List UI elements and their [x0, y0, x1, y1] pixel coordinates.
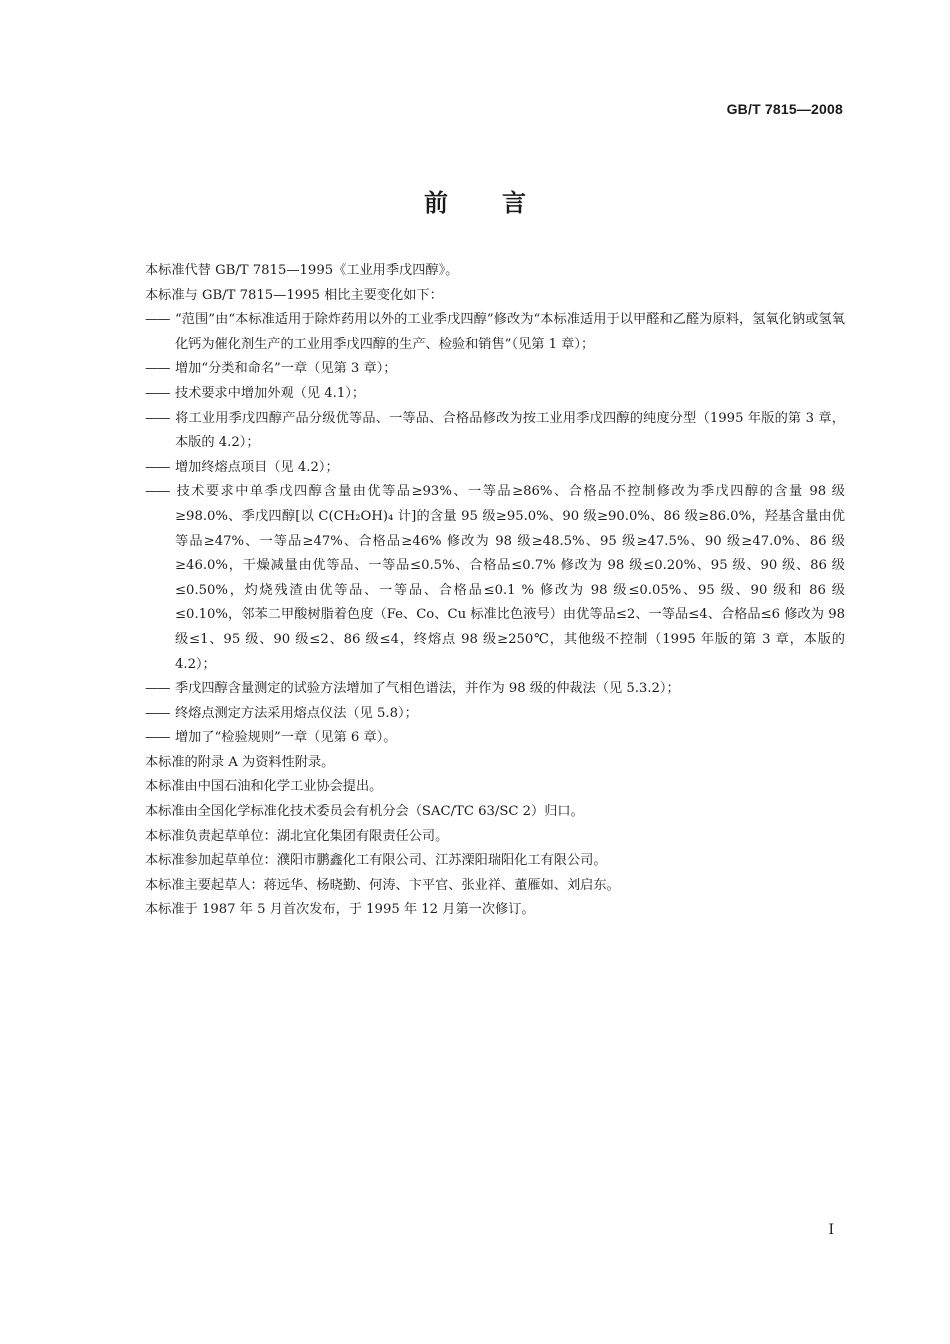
dash-marker: —— — [145, 459, 170, 475]
paragraph-drafting-unit: 本标准负责起草单位：湖北宜化集团有限责任公司。 — [145, 828, 449, 844]
list-item: —— 终熔点测定方法采用熔点仪法（见 5.8）； — [145, 702, 845, 727]
list-item: —— 技术要求中单季戊四醇含量由优等品≥93%、一等品≥86%、合格品不控制修改为季戊四醇的含量 98 级≥98.0%、季戊四醇[以 C(CH₂OH)₄ 计]的含量 95 级≥95.0%、90 级≥90.0%、86 级≥86.0%，羟基含量由优等品≥47%、一等品≥47%、合格品≥46% 修改为 98 级≥48.5%、95 级≥47.5%、90 级≥47.0%、86 级≥46.0%，干燥减量由优等品、一等品≤0.5%、合格品≤0.7% 修改为 98 级≤0.20%、95 级、90 级、86 级≤0.50%，灼烧残渣由优等品、一等品、合格品≤0.1 % 修改为 98 级≤0.05%、95 级、90 级和 86 级≤0.10%，邻苯二甲酸树脂着色度（Fe、Co、Cu 标准比色液号）由优等品≤2、一等品≤4、合格品≤6 修改为 98 级≤1、95 级、90 级≤2、86 级≤4，终熔点 98 级≥250℃，其他级不控制（1995 年版的第 3 章，本版的 4.2）； — [145, 480, 845, 677]
list-item: —— 增加终熔点项目（见 4.2）； — [145, 456, 845, 481]
paragraph-participating-units: 本标准参加起草单位：濮阳市鹏鑫化工有限公司、江苏溧阳瑞阳化工有限公司。 — [145, 853, 607, 869]
dash-marker: —— — [145, 385, 170, 401]
dash-marker: —— — [145, 312, 170, 328]
dash-marker: —— — [145, 361, 170, 377]
paragraph-committee: 本标准由全国化学标准化技术委员会有机分会（SAC/TC 63/SC 2）归口。 — [145, 804, 584, 820]
dash-marker: —— — [145, 410, 170, 426]
list-item: —— 增加“分类和命名”一章（见第 3 章）； — [145, 357, 845, 382]
paragraph-proposer: 本标准由中国石油和化学工业协会提出。 — [145, 779, 383, 795]
list-item: —— 技术要求中增加外观（见 4.1）； — [145, 382, 845, 407]
paragraph-drafters: 本标准主要起草人：蒋远华、杨晓勤、何涛、卞平官、张业祥、董雁如、刘启东。 — [145, 877, 620, 893]
foreword-body — [145, 259, 845, 923]
page-title: 前言 — [424, 189, 580, 217]
standard-number: GB/T 7815—2008 — [726, 101, 843, 117]
list-item: —— 将工业用季戊四醇产品分级优等品、一等品、合格品修改为按工业用季戊四醇的纯度分型（1995 年版的第 3 章，本版的 4.2）； — [145, 407, 845, 456]
page-number: I — [828, 1222, 834, 1238]
dash-marker: —— — [145, 705, 170, 721]
changes-list — [145, 308, 845, 751]
list-item: —— 季戊四醇含量测定的试验方法增加了气相色谱法，并作为 98 级的仲裁法（见 5.3.2）； — [145, 677, 845, 702]
list-item: —— “范围”由“本标准适用于除炸药用以外的工业季戊四醇”修改为“本标准适用于以甲醛和乙醛为原料，氢氧化钠或氢氧化钙为催化剂生产的工业用季戊四醇的生产、检验和销售”（见第 1 章）； — [145, 308, 845, 357]
dash-marker: —— — [145, 484, 170, 500]
list-item: —— 增加了“检验规则”一章（见第 6 章）。 — [145, 726, 845, 751]
paragraph-changes-intro: 本标准与 GB/T 7815—1995 相比主要变化如下： — [145, 287, 443, 303]
paragraph-replaces: 本标准代替 GB/T 7815—1995《工业用季戊四醇》。 — [145, 263, 459, 278]
dash-marker: —— — [145, 730, 170, 746]
paragraph-annex: 本标准的附录 A 为资料性附录。 — [145, 754, 335, 770]
paragraph-history: 本标准于 1987 年 5 月首次发布，于 1995 年 12 月第一次修订。 — [145, 902, 535, 918]
dash-marker: —— — [145, 681, 170, 697]
